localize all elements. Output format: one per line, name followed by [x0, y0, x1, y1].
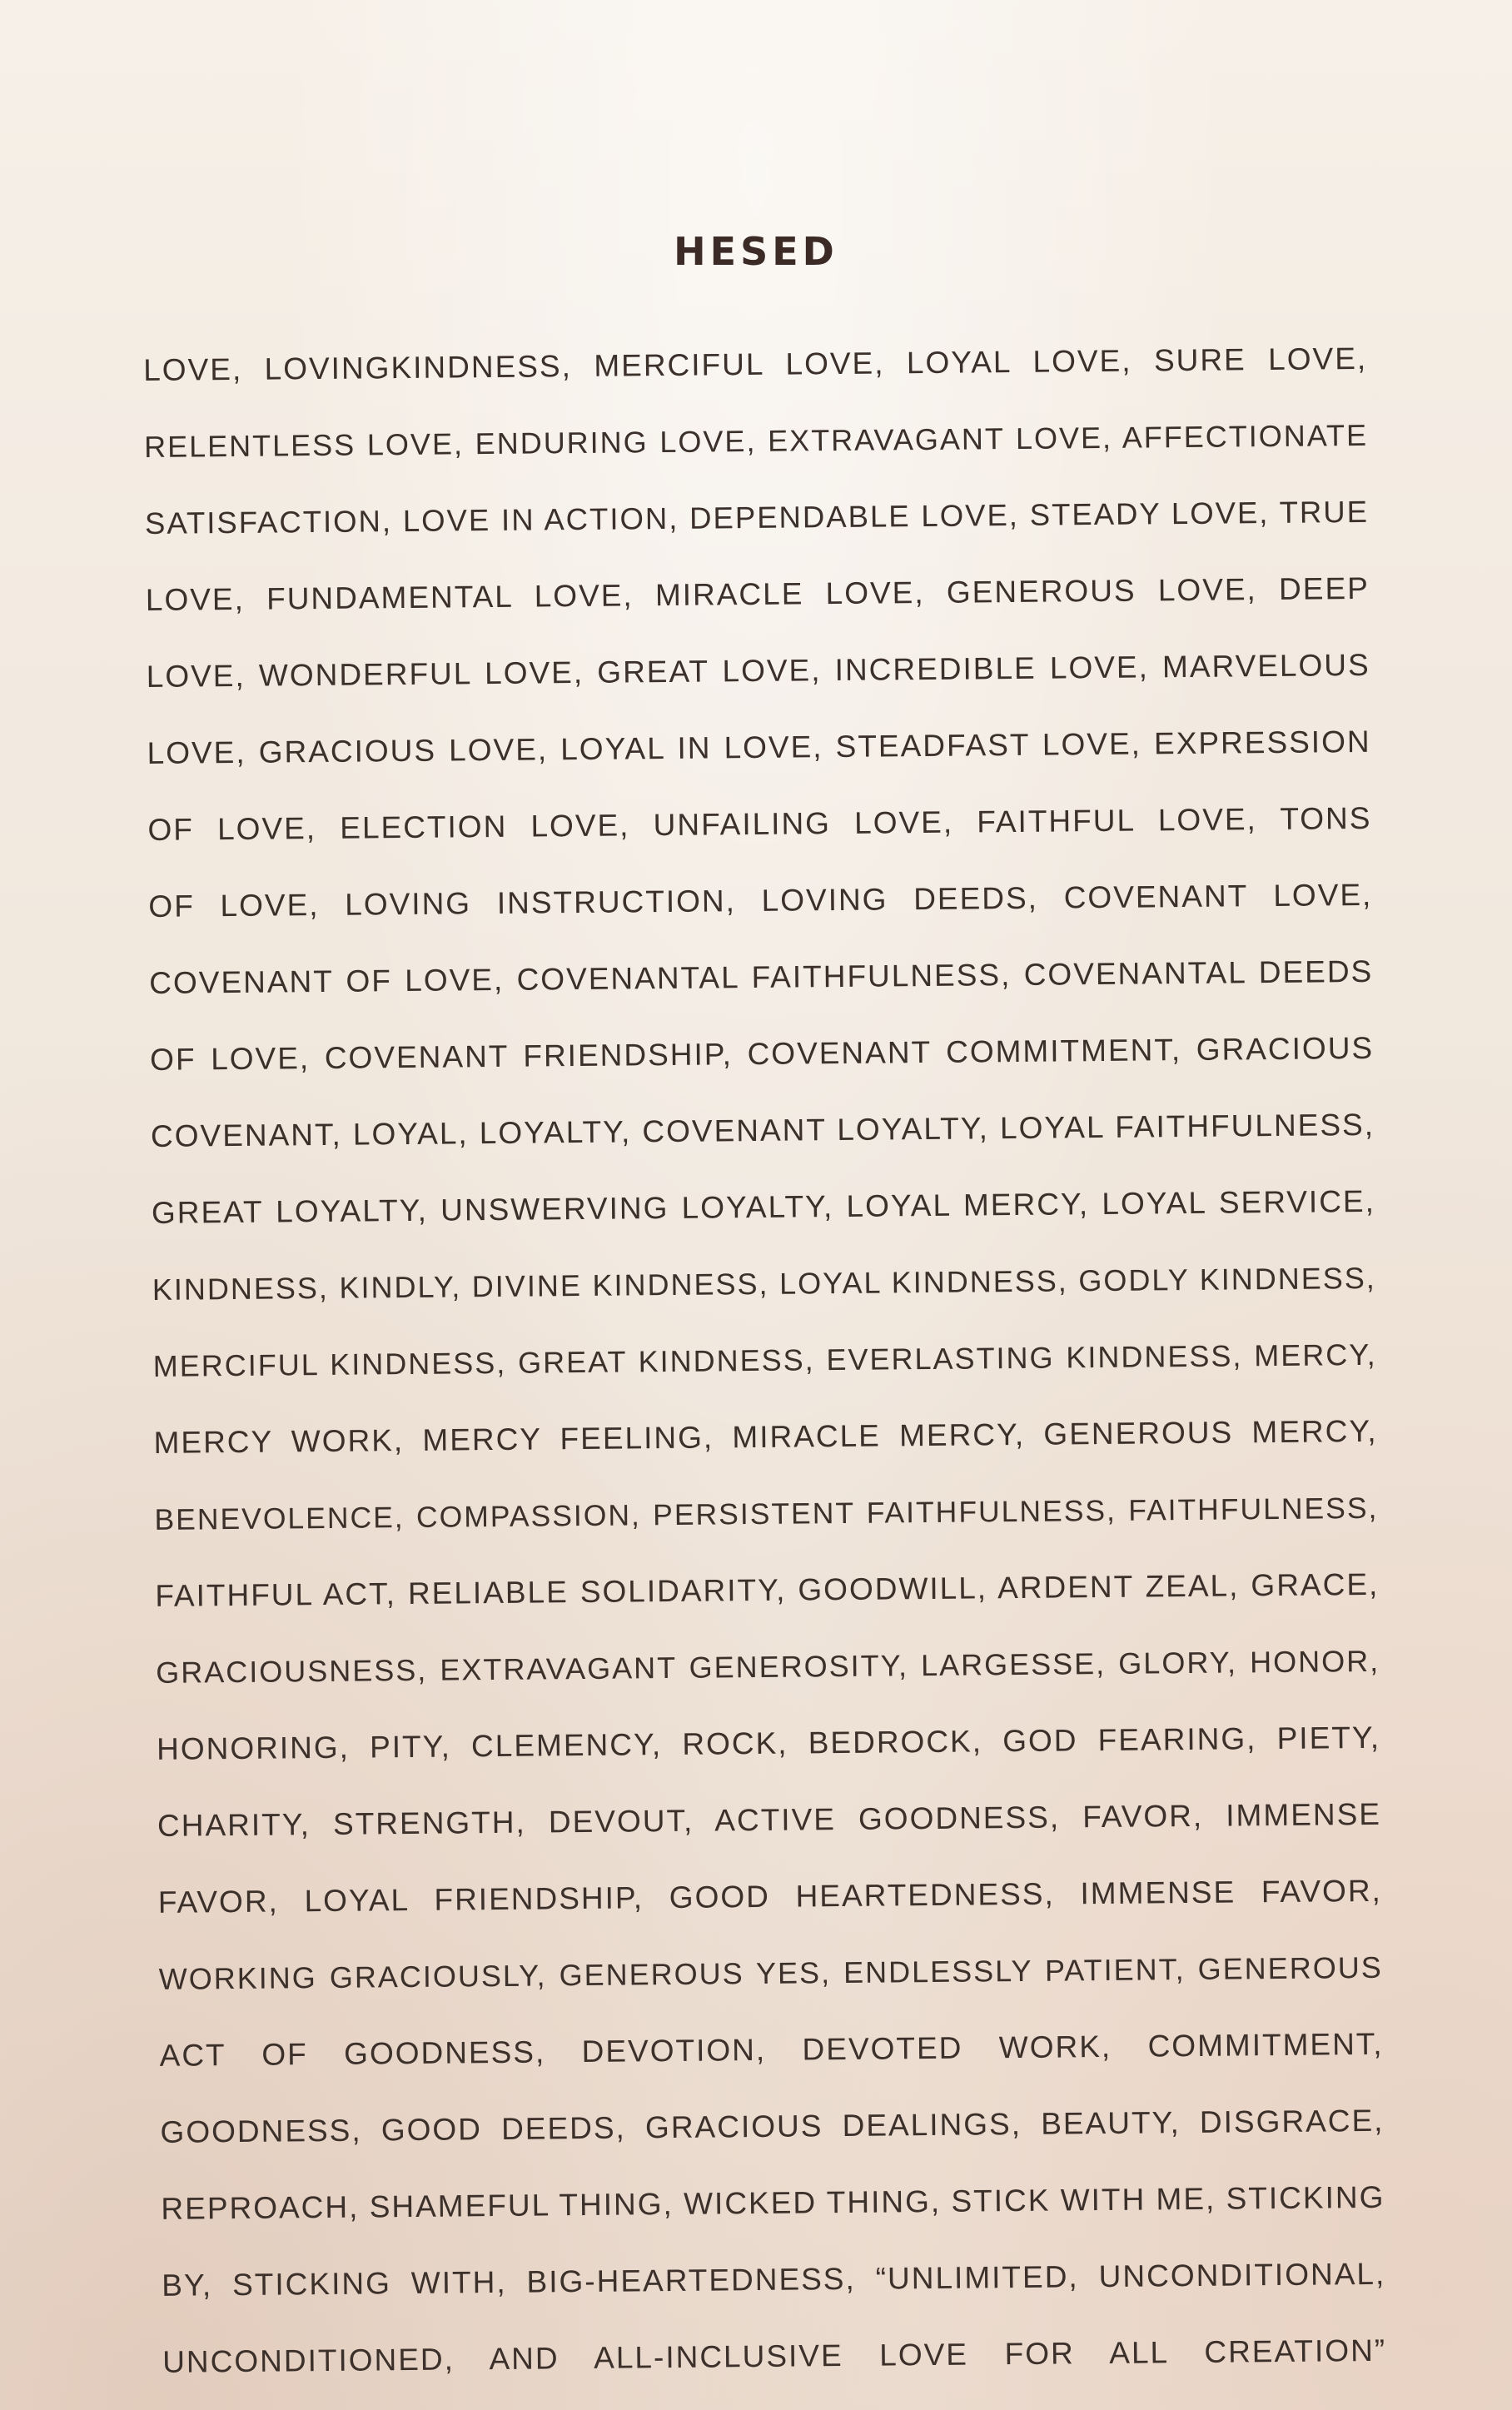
text-line: GOODNESS, GOOD DEEDS, GRACIOUS DEALINGS, BEAUTY, DISGRACE, [160, 2103, 1385, 2149]
text-line: LOVE, FUNDAMENTAL LOVE, MIRACLE LOVE, GENEROUS LOVE, DEEP [145, 570, 1370, 617]
text-line: BENEVOLENCE, COMPASSION, PERSISTENT FAITHFULNESS, FAITHFULNESS, [154, 1491, 1379, 1536]
text-line: COVENANT, LOYAL, LOYALTY, COVENANT LOYALTY, LOYAL FAITHFULNESS, [150, 1107, 1375, 1153]
text-line: WORKING GRACIOUSLY, GENEROUS YES, ENDLESSLY PATIENT, GENEROUS [158, 1949, 1383, 1996]
text-line: MERCY WORK, MERCY FEELING, MIRACLE MERCY, GENEROUS MERCY, [153, 1413, 1378, 1460]
text-line: OF LOVE, LOVING INSTRUCTION, LOVING DEEDS, COVENANT LOVE, [148, 877, 1373, 924]
text-line: LOVE, LOVINGKINDNESS, MERCIFUL LOVE, LOYAL LOVE, SURE LOVE, [143, 341, 1368, 387]
text-line: RELENTLESS LOVE, ENDURING LOVE, EXTRAVAGANT LOVE, AFFECTIONATE [143, 417, 1369, 464]
page-title: HESED [674, 229, 838, 274]
text-line: UNCONDITIONED, AND ALL-INCLUSIVE LOVE FOR ALL CREATION” [162, 2333, 1387, 2379]
text-line: HONORING, PITY, CLEMENCY, ROCK, BEDROCK, GOD FEARING, PIETY, [156, 1720, 1381, 1766]
text-line: LOVE, GRACIOUS LOVE, LOYAL IN LOVE, STEADFAST LOVE, EXPRESSION [147, 724, 1371, 770]
text-line: REPROACH, SHAMEFUL THING, WICKED THING, STICK WITH ME, STICKING [161, 2179, 1385, 2226]
text-line: SATISFACTION, LOVE IN ACTION, DEPENDABLE LOVE, STEADY LOVE, TRUE [144, 494, 1370, 540]
synonym-paragraph [143, 338, 1387, 2379]
text-line: KINDNESS, KINDLY, DIVINE KINDNESS, LOYAL KINDNESS, GODLY KINDNESS, [152, 1260, 1376, 1307]
text-line: LOVE, WONDERFUL LOVE, GREAT LOVE, INCREDIBLE LOVE, MARVELOUS [146, 647, 1370, 694]
text-line: BY, STICKING WITH, BIG-HEARTEDNESS, “UNLIMITED, UNCONDITIONAL, [162, 2256, 1386, 2303]
text-line: COVENANT OF LOVE, COVENANTAL FAITHFULNESS, COVENANTAL DEEDS [149, 954, 1374, 1000]
text-line: FAITHFUL ACT, RELIABLE SOLIDARITY, GOODWILL, ARDENT ZEAL, GRACE, [155, 1566, 1380, 1613]
text-line: GRACIOUSNESS, EXTRAVAGANT GENEROSITY, LARGESSE, GLORY, HONOR, [156, 1643, 1380, 1690]
text-line: GREAT LOYALTY, UNSWERVING LOYALTY, LOYAL MERCY, LOYAL SERVICE, [151, 1183, 1376, 1230]
text-line: OF LOVE, COVENANT FRIENDSHIP, COVENANT COMMITMENT, GRACIOUS [149, 1030, 1375, 1077]
text-line: OF LOVE, ELECTION LOVE, UNFAILING LOVE, FAITHFUL LOVE, TONS [147, 800, 1372, 847]
text-line: CHARITY, STRENGTH, DEVOUT, ACTIVE GOODNESS, FAVOR, IMMENSE [157, 1796, 1382, 1843]
text-line: FAVOR, LOYAL FRIENDSHIP, GOOD HEARTEDNESS, IMMENSE FAVOR, [157, 1873, 1383, 1920]
text-line: MERCIFUL KINDNESS, GREAT KINDNESS, EVERLASTING KINDNESS, MERCY, [152, 1337, 1377, 1383]
text-line: ACT OF GOODNESS, DEVOTION, DEVOTED WORK, COMMITMENT, [159, 2026, 1384, 2073]
